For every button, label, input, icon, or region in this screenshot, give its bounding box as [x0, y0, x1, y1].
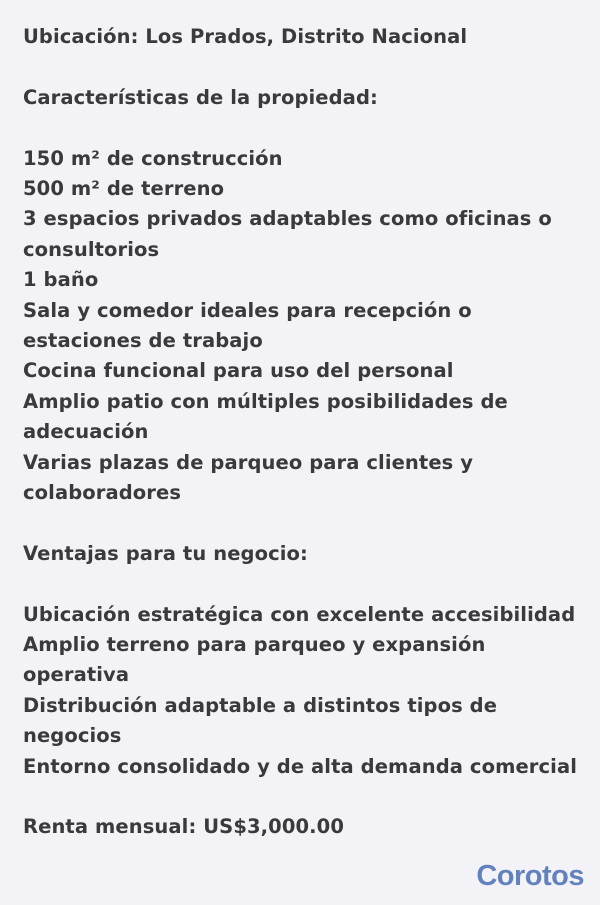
feature-item: Amplio patio con múltiples posibilidades de adecuación: [23, 389, 515, 444]
feature-item: Sala y comedor ideales para recepción o estaciones de trabajo: [23, 298, 479, 353]
advantage-item: Distribución adaptable a distintos tipos de negocios: [23, 693, 504, 748]
advantage-item: Amplio terreno para parqueo y expansión operativa: [23, 633, 493, 687]
advantage-item: Ubicación estratégica con excelente accesibilidad: [23, 602, 576, 626]
rent-text: Renta mensual: US$3,000.00: [23, 815, 345, 839]
advantages-heading: Ventajas para tu negocio:: [23, 541, 308, 565]
listing-description: [23, 22, 583, 843]
feature-item: 3 espacios privados adaptables como oficinas o consultorios: [23, 207, 559, 261]
feature-item: Varias plazas de parqueo para clientes y colaboradores: [23, 450, 480, 505]
corotos-watermark-logo: Corotos: [476, 860, 584, 892]
feature-item: 150 m² de construcción: [23, 146, 283, 170]
feature-item: 500 m² de terreno: [23, 177, 225, 200]
advantage-item: Entorno consolidado y de alta demanda comercial: [23, 754, 578, 778]
features-heading: Características de la propiedad:: [23, 85, 378, 109]
feature-item: Cocina funcional para uso del personal: [23, 359, 454, 383]
location-text: Ubicación: Los Prados, Distrito Nacional: [23, 25, 468, 48]
feature-item: 1 baño: [23, 268, 99, 292]
